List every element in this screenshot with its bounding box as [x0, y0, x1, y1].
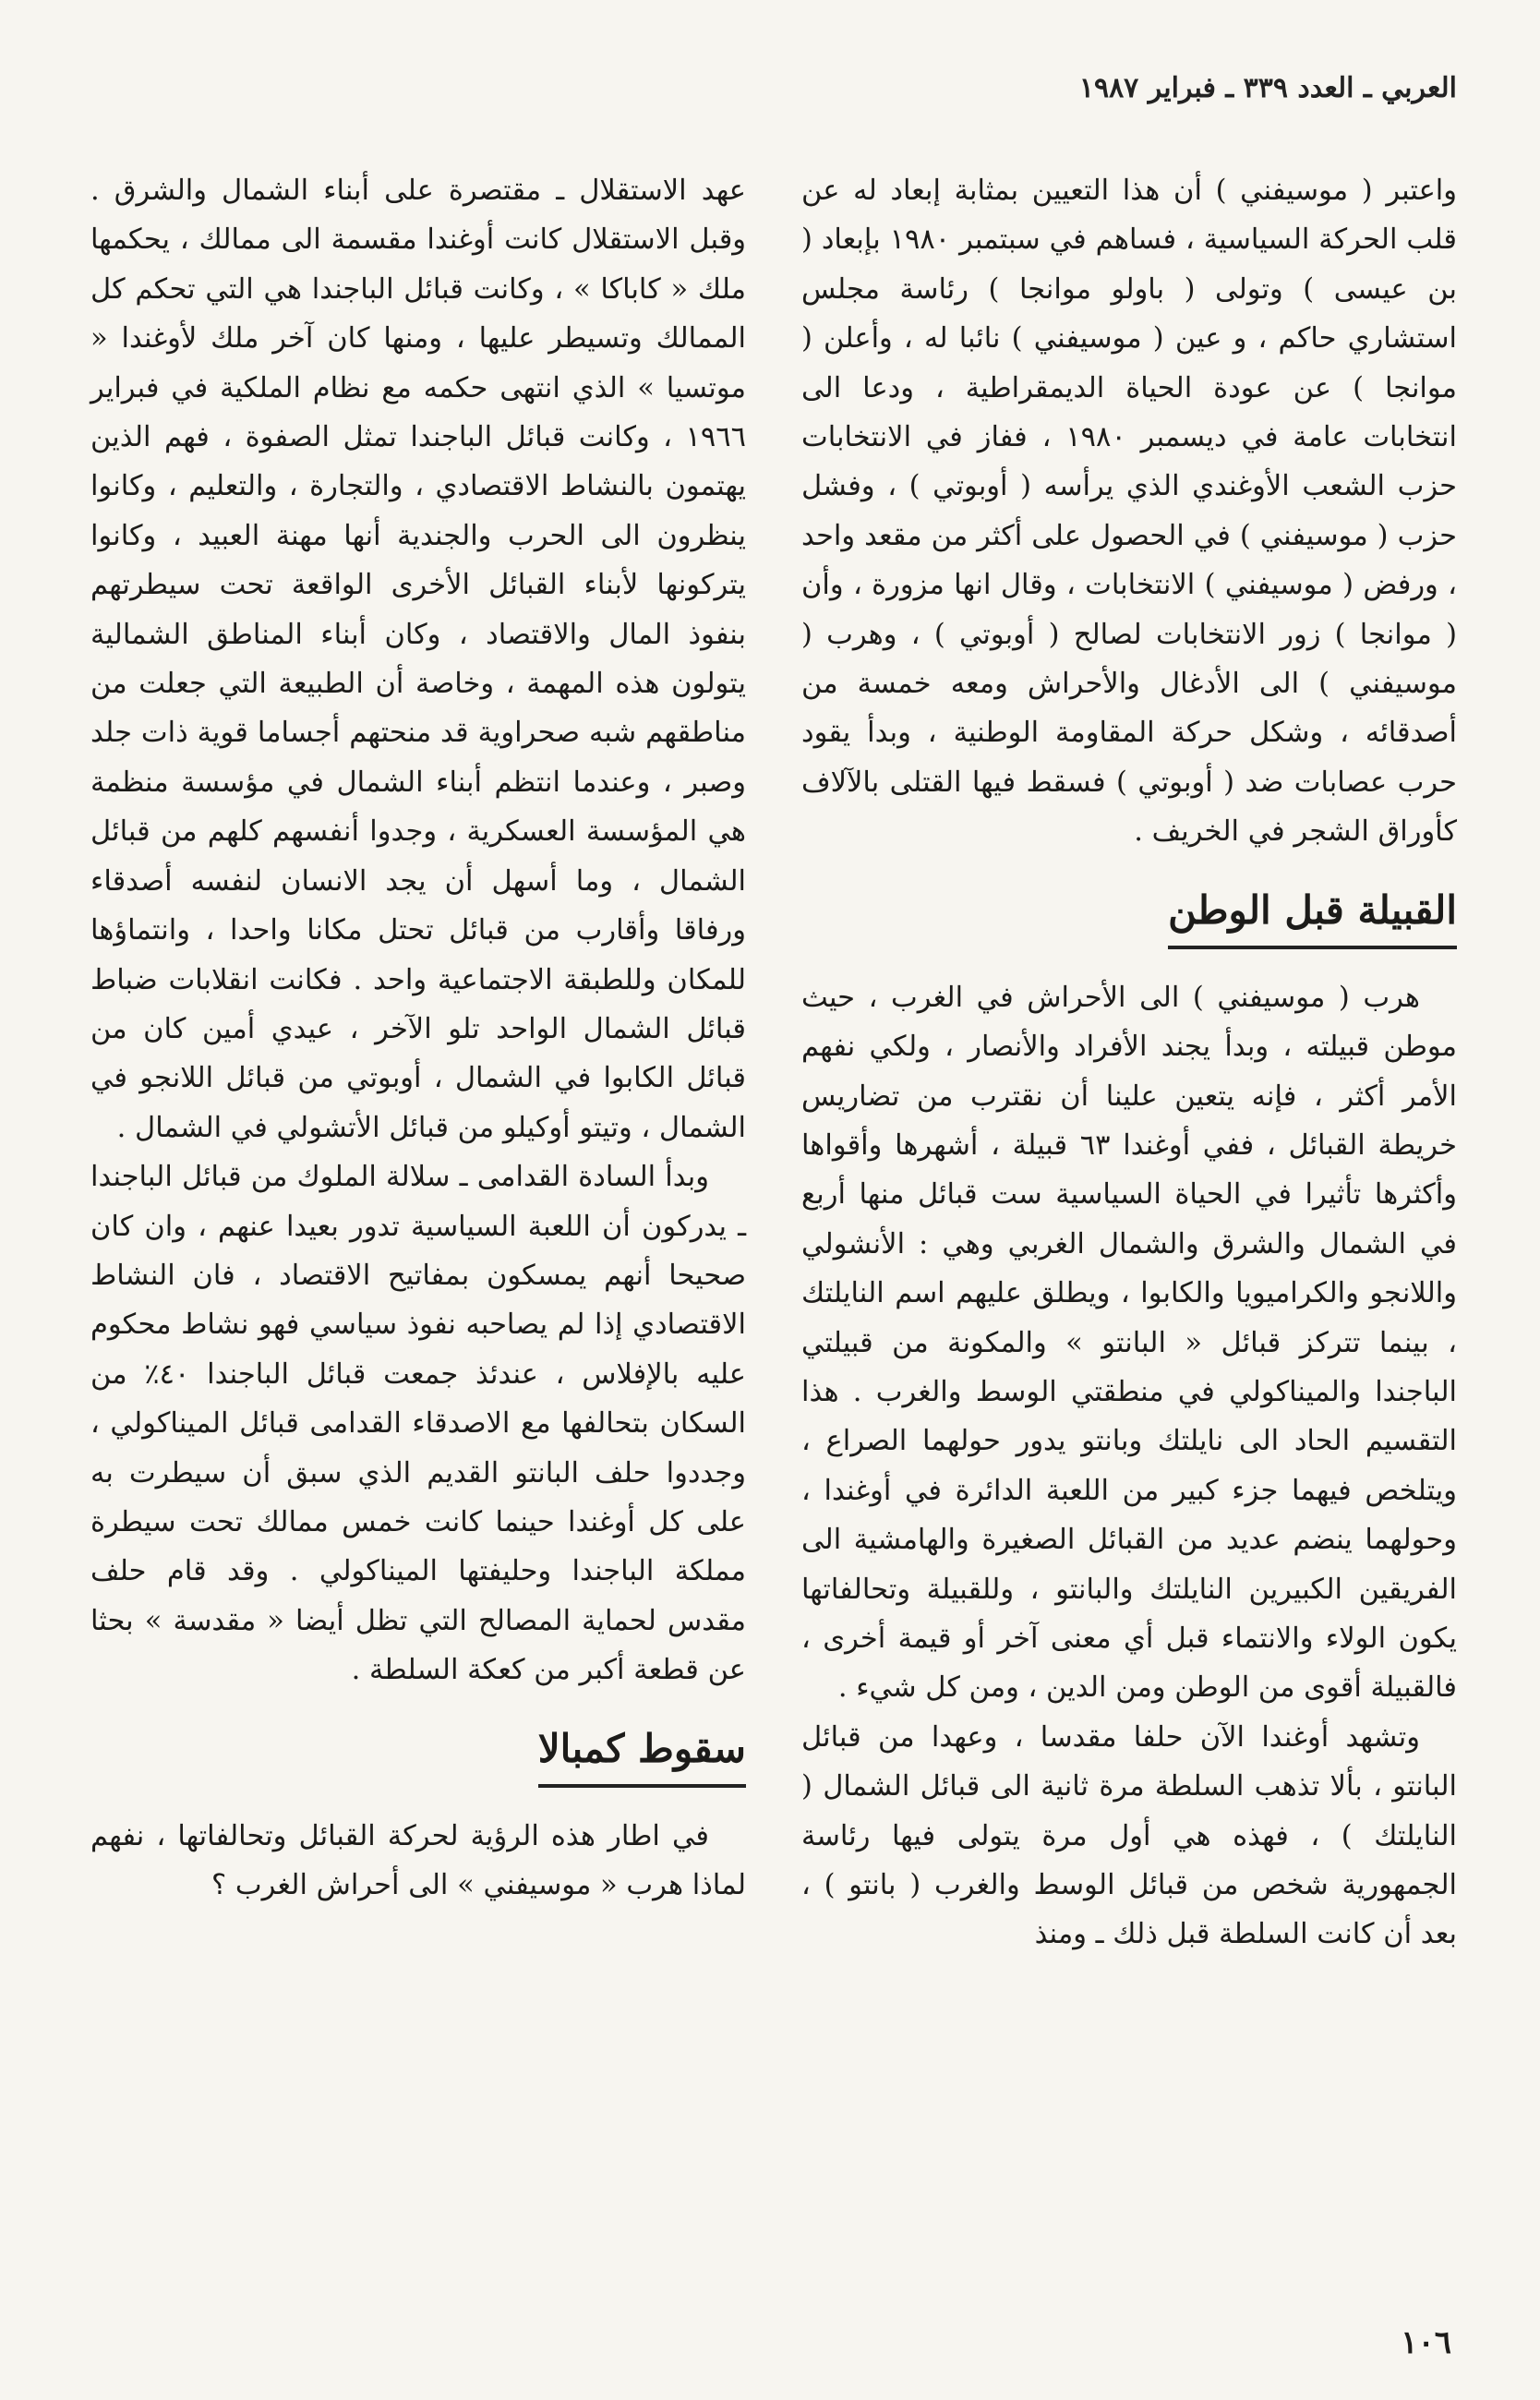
- article-paragraph: وتشهد أوغندا الآن حلفا مقدسا ، وعهدا من قبائل البانتو ، بألا تذهب السلطة مرة ثانية الى قبائل الشمال ( النايلتك ) ، فهذه هي أول مرة يتولى فيها رئاسة الجمهورية شخص من قبائل الوسط والغرب ( بانتو ) ، بعد أن كانت السلطة قبل ذلك ـ ومنذ: [801, 1720, 1457, 1951]
- article-paragraph: وبدأ السادة القدامى ـ سلالة الملوك من قبائل الباجندا ـ يدركون أن اللعبة السياسية تدور بعيدا عنهم ، وان كان صحيحا أنهم يمسكون بمفاتيح الاقتصاد ، فان النشاط الاقتصادي إذا لم يصاحبه نفوذ سياسي فهو نشاط محكوم عليه بالإفلاس ، عندئذ جمعت قبائل الباجندا ٤٠٪ من السكان بتحالفها مع الاصدقاء القدامى قبائل الميناكولي ، وجددوا حلف البانتو القديم الذي سبق أن سيطرت به على كل أوغندا حينما كانت خمس ممالك تحت سيطرة مملكة الباجندا وحليفتها الميناكولي . وقد قام حلف مقدس لحماية المصالح التي تظل أيضا « مقدسة » بحثا عن قطعة أكبر من كعكة السلطة .: [90, 1161, 746, 1687]
- article-paragraph: هرب ( موسيفني ) الى الأحراش في الغرب ، حيث موطن قبيلته ، وبدأ يجند الأفراد والأنصار ، ولكي نفهم الأمر أكثر ، فإنه يتعين علينا أن نقترب من تضاريس خريطة القبائل ، ففي أوغندا ٦٣ قبيلة ، أشهرها وأقواها وأكثرها تأثيرا في الحياة السياسية ست قبائل منها أربع في الشمال والشرق والشمال الغربي وهي : الأنشولي واللانجو والكراميويا والكابوا ، ويطلق عليهم اسم النايلتك ، بينما تتركز قبائل « البانتو » والمكونة من قبيلتي الباجندا والميناكولي في منطقتي الوسط والغرب . هذا التقسيم الحاد الى نايلتك وبانتو يدور حولهما الصراع ، ويتلخص فيهما جزء كبير من اللعبة الدائرة في أوغندا ، وحولهما ينضم عديد من القبائل الصغيرة والهامشية الى الفريقين الكبيرين النايلتك والبانتو ، وللقبيلة وتحالفاتها يكون الولاء والانتماء قبل أي معنى آخر أو قيمة أخرى ، فالقبيلة أقوى من الوطن ومن الدين ، ومن كل شيء .: [801, 981, 1457, 1705]
- article-column-left: [90, 166, 746, 1910]
- article-paragraph: في اطار هذه الرؤية لحركة القبائل وتحالفاتها ، نفهم لماذا هرب « موسيفني » الى أحراش الغرب ؟: [90, 1819, 746, 1901]
- article-paragraph: واعتبر ( موسيفني ) أن هذا التعيين بمثابة إبعاد له عن قلب الحركة السياسية ، فساهم في سبتمبر ١٩٨٠ بإبعاد ( بن عيسى ) وتولى ( باولو موانجا ) رئاسة مجلس استشاري حاكم ، و عين ( موسيفني ) نائبا له ، وأعلن ( موانجا ) عن عودة الحياة الديمقراطية ، ودعا الى انتخابات عامة في ديسمبر ١٩٨٠ ، ففاز في الانتخابات حزب الشعب الأوغندي الذي يرأسه ( أوبوتي ) ، وفشل حزب ( موسيفني ) في الحصول على أكثر من مقعد واحد ، ورفض ( موسيفني ) الانتخابات ، وقال انها مزورة ، وأن ( موانجا ) زور الانتخابات لصالح ( أوبوتي ) ، وهرب ( موسيفني ) الى الأدغال والأحراش ومعه خمسة من أصدقائه ، وشكل حركة المقاومة الوطنية ، وبدأ يقود حرب عصابات ضد ( أوبوتي ) فسقط فيها القتلى بالآلاف كأوراق الشجر في الخريف .: [801, 175, 1457, 849]
- article-column-right: [801, 166, 1457, 1960]
- article-paragraph: عهد الاستقلال ـ مقتصرة على أبناء الشمال والشرق . وقبل الاستقلال كانت أوغندا مقسمة الى ممالك ، يحكمها ملك « كاباكا » ، وكانت قبائل الباجندا هي التي تحكم كل الممالك وتسيطر عليها ، ومنها كان آخر ملك لأوغندا « موتسيا » الذي انتهى حكمه مع نظام الملكية في فبراير ١٩٦٦ ، وكانت قبائل الباجندا تمثل الصفوة ، فهم الذين يهتمون بالنشاط الاقتصادي ، والتجارة ، والتعليم ، وكانوا ينظرون الى الحرب والجندية أنها مهنة العبيد ، وكانوا يتركونها لأبناء القبائل الأخرى الواقعة تحت سيطرتهم بنفوذ المال والاقتصاد ، وكان أبناء المناطق الشمالية يتولون هذه المهمة ، وخاصة أن الطبيعة التي جعلت من مناطقهم شبه صحراوية قد منحتهم أجساما قوية ذات جلد وصبر ، وعندما انتظم أبناء الشمال في مؤسسة منظمة هي المؤسسة العسكرية ، وجدوا أنفسهم كلهم من قبائل الشمال ، وما أسهل أن يجد الانسان لنفسه أصدقاء ورفاقا وأقارب من قبائل تحتل مكانا واحدا ، وانتماؤها للمكان وللطبقة الاجتماعية واحد . فكانت انقلابات ضباط قبائل الشمال الواحد تلو الآخر ، عيدي أمين كان من قبائل الكابوا في الشمال ، أوبوتي من قبائل اللانجو في الشمال ، وتيتو أوكيلو من قبائل الأتشولي في الشمال .: [90, 175, 746, 1144]
- page-number: ١٠٦: [1401, 2324, 1451, 2361]
- section-heading: سقوط كمبالا: [538, 1721, 746, 1788]
- running-header: العربي ـ العدد ٣٣٩ ـ فبراير ١٩٨٧: [1078, 72, 1457, 104]
- section-heading: القبيلة قبل الوطن: [1168, 883, 1457, 949]
